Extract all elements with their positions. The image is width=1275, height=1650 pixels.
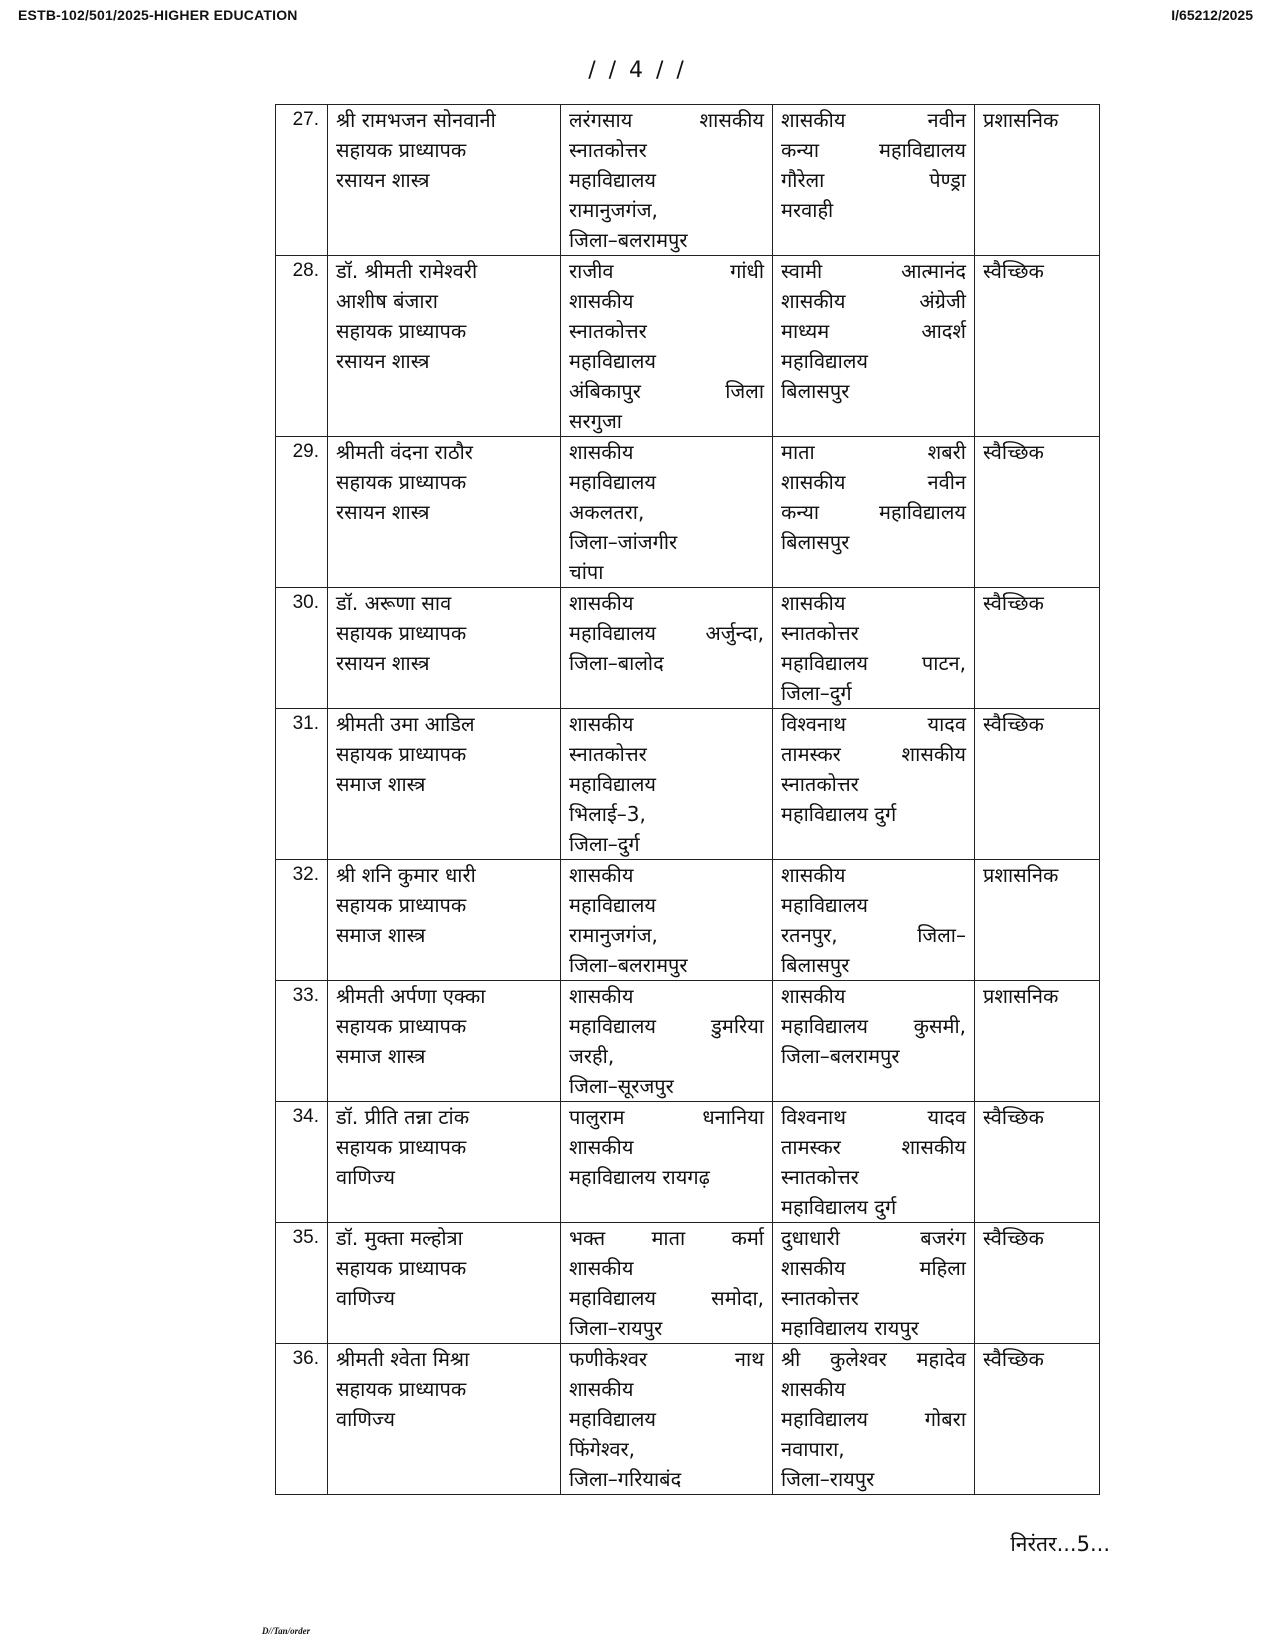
serial-number: 36. [276,1344,328,1495]
serial-number: 32. [276,860,328,981]
current-posting-line: स्नातकोत्तर [569,742,647,766]
employee-details-line: रसायन शास्त्र [336,500,430,524]
transfer-type: प्रशासनिक [975,105,1100,256]
employee-details [328,588,561,709]
transfer-table-body [276,105,1100,1495]
new-posting-line: स्वामी आत्मानंद [781,259,966,283]
employee-details-line: सहायक प्राध्यापक [336,319,467,343]
new-posting-line: शासकीय नवीन [781,470,966,494]
table-row [276,1344,1100,1495]
transfer-type: स्वैच्छिक [975,256,1100,437]
new-posting-line: शासकीय नवीन [781,108,966,132]
current-posting-line: सरगुजा [569,409,622,433]
footer-reference: D//Tan/order [262,1626,311,1636]
new-posting-line: तामस्कर शासकीय [781,1135,966,1159]
current-posting-line: जरही, [569,1044,615,1068]
current-posting-line: महाविद्यालय [569,893,656,917]
current-posting-line: महाविद्यालय [569,168,656,192]
new-posting-line: शासकीय अंग्रेजी [781,289,966,313]
current-posting-line: शासकीय [569,863,634,887]
new-posting-line: महाविद्यालय दुर्ग [781,802,897,826]
current-posting-line: भिलाई–3, [569,802,646,826]
new-posting-line: जिला–दुर्ग [781,681,852,705]
current-posting-line: शासकीय [569,712,634,736]
current-posting [561,1102,773,1223]
current-posting-line: शासकीय [569,440,634,464]
current-posting-line: जिला–गरियाबंद [569,1467,682,1491]
current-posting [561,1223,773,1344]
employee-details-line: डॉ. प्रीति तन्ना टांक [336,1105,470,1129]
new-posting-line: बिलासपुर [781,379,850,403]
employee-details [328,437,561,588]
current-posting-line: महाविद्यालय [569,349,656,373]
new-posting-line: स्नातकोत्तर [781,1286,859,1310]
new-posting [773,105,975,256]
new-posting-line: बिलासपुर [781,530,850,554]
new-posting-line: नवापारा, [781,1437,845,1461]
current-posting-line: शासकीय [569,1377,634,1401]
employee-details-line: सहायक प्राध्यापक [336,1135,467,1159]
new-posting-line: महाविद्यालय गोबरा [781,1407,966,1431]
new-posting-line: माध्यम आदर्श [781,319,966,343]
current-posting-line: स्नातकोत्तर [569,138,647,162]
new-posting-line: विश्वनाथ यादव [781,712,966,736]
serial-number: 29. [276,437,328,588]
employee-details-line: सहायक प्राध्यापक [336,1256,467,1280]
new-posting-line: जिला–बलरामपुर [781,1044,900,1068]
employee-details-line: रसायन शास्त्र [336,168,430,192]
new-posting-line: स्नातकोत्तर [781,1165,859,1189]
current-posting-line: महाविद्यालय अर्जुन्दा, [569,621,764,645]
employee-details-line: श्री रामभजन सोनवानी [336,108,496,132]
serial-number: 28. [276,256,328,437]
new-posting [773,256,975,437]
employee-details-line: समाज शास्त्र [336,923,426,947]
table-row [276,1102,1100,1223]
serial-number: 35. [276,1223,328,1344]
employee-details-line: वाणिज्य [336,1165,395,1189]
transfer-type: प्रशासनिक [975,981,1100,1102]
transfer-type: स्वैच्छिक [975,1102,1100,1223]
new-posting-line: गौरेला पेण्ड्रा [781,168,966,192]
current-posting [561,981,773,1102]
current-posting-line: शासकीय [569,591,634,615]
current-posting-line: शासकीय [569,984,634,1008]
current-posting-line: चांपा [569,560,604,584]
new-posting-line: महाविद्यालय [781,349,868,373]
current-posting-line: शासकीय [569,289,634,313]
new-posting-line: तामस्कर शासकीय [781,742,966,766]
transfer-type: स्वैच्छिक [975,588,1100,709]
table-row [276,437,1100,588]
transfer-type: स्वैच्छिक [975,437,1100,588]
new-posting-line: महाविद्यालय कुसमी, [781,1014,966,1038]
employee-details-line: श्री शनि कुमार धारी [336,863,476,887]
serial-number: 30. [276,588,328,709]
employee-details-line: रसायन शास्त्र [336,651,430,675]
current-posting-line: शासकीय [569,1135,634,1159]
new-posting-line: शासकीय [781,1377,846,1401]
current-posting-line: जिला–बलरामपुर [569,953,688,977]
current-posting-line: महाविद्यालय [569,470,656,494]
employee-details-line: श्रीमती उमा आडिल [336,712,475,736]
employee-details-line: वाणिज्य [336,1407,395,1431]
page-number-marker: / / 4 / / [588,58,687,83]
current-posting-line: महाविद्यालय [569,1407,656,1431]
current-posting-line: महाविद्यालय [569,772,656,796]
new-posting [773,860,975,981]
table-row [276,1223,1100,1344]
new-posting-line: शासकीय [781,591,846,615]
current-posting [561,709,773,860]
employee-details-line: श्रीमती श्वेता मिश्रा [336,1347,470,1371]
employee-details-line: आशीष बंजारा [336,289,438,313]
current-posting-line: रामानुजगंज, [569,198,658,222]
transfer-table [275,104,1100,1495]
current-posting-line: रामानुजगंज, [569,923,658,947]
new-posting [773,437,975,588]
transfer-type: स्वैच्छिक [975,1344,1100,1495]
serial-number: 31. [276,709,328,860]
current-posting-line: जिला–रायपुर [569,1316,663,1340]
serial-number: 27. [276,105,328,256]
employee-details-line: समाज शास्त्र [336,1044,426,1068]
employee-details-line: रसायन शास्त्र [336,349,430,373]
new-posting-line: कन्या महाविद्यालय [781,138,966,162]
transfer-type: प्रशासनिक [975,860,1100,981]
new-posting-line: विश्वनाथ यादव [781,1105,966,1129]
employee-details [328,256,561,437]
employee-details-line: श्रीमती वंदना राठौर [336,440,473,464]
current-posting-line: अंबिकापुर जिला [569,379,764,403]
current-posting-line: जिला–सूरजपुर [569,1074,674,1098]
current-posting-line: महाविद्यालय समोदा, [569,1286,764,1310]
current-posting-line: महाविद्यालय रायगढ़ [569,1165,710,1189]
table-row [276,588,1100,709]
employee-details-line: सहायक प्राध्यापक [336,621,467,645]
new-posting-line: महाविद्यालय रायपुर [781,1316,919,1340]
new-posting-line: कन्या महाविद्यालय [781,500,966,524]
new-posting-line: शासकीय [781,984,846,1008]
new-posting-line: महाविद्यालय पाटन, [781,651,966,675]
employee-details-line: सहायक प्राध्यापक [336,470,467,494]
new-posting [773,709,975,860]
transfer-type: स्वैच्छिक [975,709,1100,860]
current-posting-line: जिला–बलरामपुर [569,228,688,252]
current-posting-line: पालुराम धनानिया [569,1105,764,1129]
new-posting-line: दुधाधारी बजरंग [781,1226,966,1250]
employee-details-line: सहायक प्राध्यापक [336,742,467,766]
new-posting-line: श्री कुलेश्वर महादेव [781,1347,966,1371]
employee-details-line: वाणिज्य [336,1286,395,1310]
new-posting [773,588,975,709]
current-posting-line: जिला–दुर्ग [569,832,640,856]
current-posting-line: शासकीय [569,1256,634,1280]
employee-details-line: डॉ. मुक्ता मल्होत्रा [336,1226,463,1250]
employee-details [328,1223,561,1344]
current-posting-line: भक्त माता कर्मा [569,1226,764,1250]
current-posting-line: जिला–जांजगीर [569,530,678,554]
new-posting-line: महाविद्यालय [781,893,868,917]
current-posting [561,256,773,437]
current-posting-line: महाविद्यालय डुमरिया [569,1014,764,1038]
current-posting [561,1344,773,1495]
new-posting-line: रतनपुर, जिला– [781,923,966,947]
new-posting [773,1223,975,1344]
employee-details-line: सहायक प्राध्यापक [336,1014,467,1038]
current-posting-line: राजीव गांधी [569,259,764,283]
current-posting-line: फणीकेश्वर नाथ [569,1347,764,1371]
employee-details [328,709,561,860]
new-posting-line: शासकीय [781,863,846,887]
current-posting-line: फिंगेश्वर, [569,1437,636,1461]
new-posting-line: जिला–रायपुर [781,1467,875,1491]
current-posting [561,588,773,709]
current-posting [561,105,773,256]
new-posting [773,1344,975,1495]
table-row [276,860,1100,981]
employee-details [328,105,561,256]
employee-details [328,1102,561,1223]
table-row [276,709,1100,860]
current-posting [561,437,773,588]
current-posting [561,860,773,981]
table-row [276,256,1100,437]
file-number: ESTB-102/501/2025-HIGHER EDUCATION [18,7,298,23]
transfer-type: स्वैच्छिक [975,1223,1100,1344]
new-posting-line: महाविद्यालय दुर्ग [781,1195,897,1219]
new-posting-line: मरवाही [781,198,834,222]
new-posting-line: बिलासपुर [781,953,850,977]
table-row [276,981,1100,1102]
employee-details [328,1344,561,1495]
employee-details-line: सहायक प्राध्यापक [336,1377,467,1401]
current-posting-line: लरंगसाय शासकीय [569,108,764,132]
new-posting-line: शासकीय महिला [781,1256,966,1280]
current-posting-line: जिला–बालोद [569,651,664,675]
new-posting [773,1102,975,1223]
employee-details [328,860,561,981]
new-posting-line: स्नातकोत्तर [781,621,859,645]
new-posting [773,981,975,1102]
reference-number: I/65212/2025 [1171,7,1253,23]
employee-details-line: श्रीमती अर्पणा एक्का [336,984,486,1008]
continued-note: निरंतर...5... [1010,1532,1110,1556]
employee-details-line: डॉ. अरूणा साव [336,591,452,615]
new-posting-line: माता शबरी [781,440,966,464]
employee-details-line: सहायक प्राध्यापक [336,893,467,917]
serial-number: 34. [276,1102,328,1223]
employee-details [328,981,561,1102]
table-row [276,105,1100,256]
employee-details-line: समाज शास्त्र [336,772,426,796]
current-posting-line: अकलतरा, [569,500,645,524]
employee-details-line: डॉ. श्रीमती रामेश्वरी [336,259,478,283]
employee-details-line: सहायक प्राध्यापक [336,138,467,162]
current-posting-line: स्नातकोत्तर [569,319,647,343]
new-posting-line: स्नातकोत्तर [781,772,859,796]
serial-number: 33. [276,981,328,1102]
